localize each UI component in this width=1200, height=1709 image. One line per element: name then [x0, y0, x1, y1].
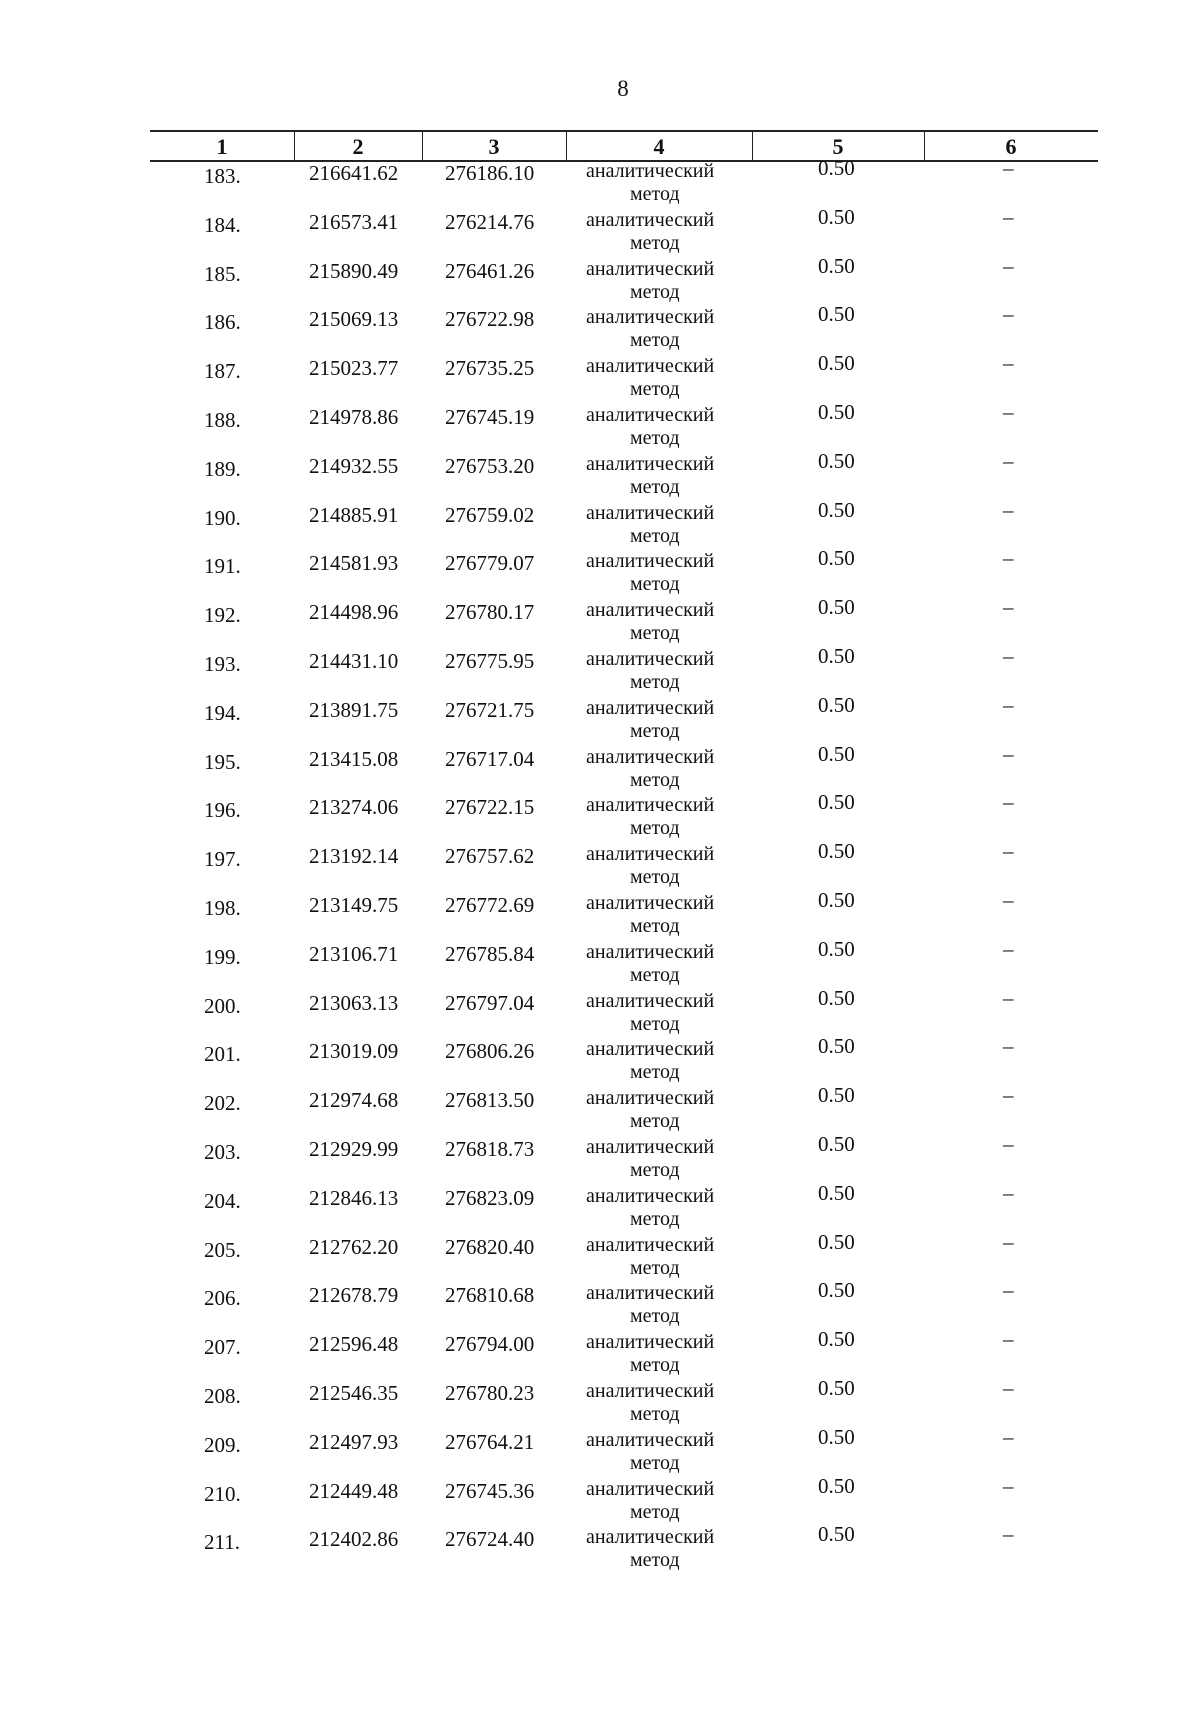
coordinate-x: 216573.41 — [309, 209, 399, 234]
accuracy-value: 0.50 — [818, 936, 855, 961]
method-text-continued: метод — [630, 1549, 680, 1572]
note-dash: – — [1003, 936, 1014, 961]
method-text-continued: метод — [630, 426, 680, 449]
method-text: аналитический — [586, 843, 715, 866]
method-text: аналитический — [586, 1331, 715, 1354]
coordinate-y: 276753.20 — [445, 453, 535, 478]
method-text-continued: метод — [630, 573, 680, 596]
table-row — [0, 1522, 1200, 1575]
note-dash: – — [1003, 1229, 1014, 1254]
coordinate-y: 276823.09 — [445, 1185, 535, 1210]
coordinate-x: 212846.13 — [309, 1185, 399, 1210]
table-row — [0, 156, 1200, 209]
note-dash: – — [1003, 1424, 1014, 1449]
note-dash: – — [1003, 1473, 1014, 1498]
method-text: аналитический — [586, 891, 715, 914]
method-text: аналитический — [586, 647, 715, 670]
accuracy-value: 0.50 — [818, 497, 855, 522]
note-dash: – — [1003, 1083, 1014, 1108]
header-col-3: 3 — [488, 134, 500, 159]
table-row — [0, 839, 1200, 892]
coordinate-y: 276461.26 — [445, 258, 535, 283]
coordinate-x: 213891.75 — [309, 697, 399, 722]
accuracy-value: 0.50 — [818, 448, 855, 473]
method-text-continued: метод — [630, 817, 680, 840]
coordinate-y: 276780.17 — [445, 600, 535, 625]
coordinate-x: 213063.13 — [309, 990, 399, 1015]
method-text-continued: метод — [630, 963, 680, 986]
method-text-continued: метод — [630, 280, 680, 303]
coordinate-y: 276818.73 — [445, 1136, 535, 1161]
note-dash: – — [1003, 399, 1014, 424]
method-text-continued: метод — [630, 524, 680, 547]
table-row — [0, 399, 1200, 453]
accuracy-value: 0.50 — [818, 1327, 855, 1352]
table-row — [0, 546, 1200, 599]
method-text-continued: метод — [630, 329, 680, 352]
coordinate-y: 276757.62 — [445, 844, 535, 869]
coordinate-y: 276780.23 — [445, 1380, 535, 1405]
table-row — [0, 1424, 1200, 1478]
accuracy-value: 0.50 — [818, 1083, 855, 1108]
coordinate-y: 276764.21 — [445, 1429, 535, 1454]
coordinate-y: 276745.36 — [445, 1478, 535, 1503]
note-dash: – — [1003, 741, 1014, 766]
note-dash: – — [1003, 448, 1014, 473]
coordinate-x: 214498.96 — [309, 600, 399, 625]
method-text: аналитический — [586, 1184, 715, 1207]
note-dash: – — [1003, 1180, 1014, 1205]
table-body — [0, 156, 1200, 1575]
note-dash: – — [1003, 887, 1014, 912]
row-number: 200. — [204, 993, 241, 1018]
accuracy-value: 0.50 — [818, 1034, 855, 1059]
table-row — [0, 1034, 1200, 1087]
row-number: 198. — [204, 895, 241, 920]
accuracy-value: 0.50 — [818, 1278, 855, 1303]
coordinate-x: 215890.49 — [309, 258, 399, 283]
accuracy-value: 0.50 — [818, 253, 855, 278]
coordinate-x: 212402.86 — [309, 1527, 399, 1552]
coordinate-x: 214885.91 — [309, 502, 399, 527]
method-text: аналитический — [586, 696, 715, 719]
coordinate-y: 276186.10 — [445, 161, 535, 185]
coordinate-x: 214581.93 — [309, 551, 399, 576]
row-number: 185. — [204, 261, 241, 286]
row-number: 191. — [204, 554, 241, 579]
method-text-continued: метод — [630, 475, 680, 498]
note-dash: – — [1003, 985, 1014, 1010]
coordinate-y: 276813.50 — [445, 1088, 535, 1113]
note-dash: – — [1003, 497, 1014, 522]
method-text-continued: метод — [630, 1305, 680, 1328]
header-col-6: 6 — [1005, 134, 1017, 159]
coordinate-x: 212546.35 — [309, 1380, 399, 1405]
accuracy-value: 0.50 — [818, 692, 855, 717]
header-col-1: 1 — [216, 134, 228, 159]
row-number: 194. — [204, 700, 241, 725]
coordinate-y: 276214.76 — [445, 209, 535, 234]
method-text: аналитический — [586, 160, 715, 182]
table-row — [0, 1375, 1200, 1429]
note-dash: – — [1003, 1375, 1014, 1400]
accuracy-value: 0.50 — [818, 1131, 855, 1156]
coordinate-x: 213019.09 — [309, 1039, 399, 1064]
note-dash: – — [1003, 1522, 1014, 1547]
row-number: 202. — [204, 1091, 241, 1116]
note-dash: – — [1003, 351, 1014, 376]
coordinate-y: 276745.19 — [445, 404, 535, 429]
method-text: аналитический — [586, 550, 715, 573]
row-number: 190. — [204, 505, 241, 530]
note-dash: – — [1003, 253, 1014, 278]
coordinate-x: 216641.62 — [309, 161, 399, 185]
coordinate-y: 276785.84 — [445, 941, 535, 966]
accuracy-value: 0.50 — [818, 1375, 855, 1400]
accuracy-value: 0.50 — [818, 1229, 855, 1254]
note-dash: – — [1003, 643, 1014, 668]
coordinate-y: 276722.15 — [445, 795, 535, 820]
method-text: аналитический — [586, 1526, 715, 1549]
page-number: 8 — [617, 76, 629, 101]
method-text: аналитический — [586, 1477, 715, 1500]
accuracy-value: 0.50 — [818, 1424, 855, 1449]
coordinate-y: 276797.04 — [445, 990, 535, 1015]
method-text: аналитический — [586, 794, 715, 817]
method-text-continued: метод — [630, 1402, 680, 1425]
accuracy-value: 0.50 — [818, 399, 855, 424]
method-text-continued: метод — [630, 1207, 680, 1230]
coordinate-x: 213274.06 — [309, 795, 399, 820]
coordinate-y: 276775.95 — [445, 648, 535, 673]
coordinate-x: 214978.86 — [309, 404, 399, 429]
method-text-continued: метод — [630, 231, 680, 254]
method-text: аналитический — [586, 501, 715, 524]
coordinate-x: 213149.75 — [309, 892, 399, 917]
accuracy-value: 0.50 — [818, 985, 855, 1010]
coordinate-y: 276717.04 — [445, 746, 535, 771]
table-row — [0, 643, 1200, 697]
method-text-continued: метод — [630, 1451, 680, 1474]
accuracy-value: 0.50 — [818, 1473, 855, 1498]
table-row — [0, 790, 1200, 843]
accuracy-value: 0.50 — [818, 643, 855, 668]
table-row — [0, 1131, 1200, 1185]
table-row — [0, 692, 1200, 746]
note-dash: – — [1003, 1131, 1014, 1156]
coordinate-y: 276724.40 — [445, 1527, 535, 1552]
row-number: 186. — [204, 310, 241, 335]
coordinate-x: 212762.20 — [309, 1234, 399, 1259]
coordinate-y: 276810.68 — [445, 1283, 535, 1308]
accuracy-value: 0.50 — [818, 351, 855, 376]
table-row — [0, 887, 1200, 941]
note-dash: – — [1003, 1327, 1014, 1352]
method-text: аналитический — [586, 306, 715, 329]
coordinate-x: 212678.79 — [309, 1283, 399, 1308]
row-number: 207. — [204, 1335, 241, 1360]
note-dash: – — [1003, 1278, 1014, 1303]
note-dash: – — [1003, 692, 1014, 717]
note-dash: – — [1003, 546, 1014, 571]
method-text: аналитический — [586, 1282, 715, 1305]
table-header — [150, 130, 1098, 162]
method-text: аналитический — [586, 1379, 715, 1402]
coordinate-y: 276759.02 — [445, 502, 535, 527]
method-text-continued: метод — [630, 914, 680, 937]
method-text: аналитический — [586, 745, 715, 768]
accuracy-value: 0.50 — [818, 741, 855, 766]
table-row — [0, 595, 1200, 648]
table-row — [0, 741, 1200, 795]
table-row — [0, 1180, 1200, 1234]
coordinate-y: 276820.40 — [445, 1234, 535, 1259]
table-row — [0, 1229, 1200, 1283]
method-text-continued: метод — [630, 1500, 680, 1523]
method-text: аналитический — [586, 257, 715, 280]
table-row — [0, 1278, 1200, 1331]
method-text-continued: метод — [630, 1158, 680, 1181]
row-number: 205. — [204, 1237, 241, 1262]
method-text: аналитический — [586, 208, 715, 231]
coordinate-x: 212974.68 — [309, 1088, 399, 1113]
table-row — [0, 936, 1200, 990]
method-text: аналитический — [586, 989, 715, 1012]
header-col-5: 5 — [832, 134, 844, 159]
accuracy-value: 0.50 — [818, 887, 855, 912]
method-text: аналитический — [586, 1233, 715, 1256]
method-text-continued: метод — [630, 719, 680, 742]
row-number: 204. — [204, 1188, 241, 1213]
coordinate-x: 214431.10 — [309, 648, 399, 673]
table-row — [0, 448, 1200, 502]
note-dash: – — [1003, 790, 1014, 815]
header-col-4: 4 — [653, 134, 665, 159]
accuracy-value: 0.50 — [818, 204, 855, 229]
method-text-continued: метод — [630, 1110, 680, 1133]
accuracy-value: 0.50 — [818, 302, 855, 327]
coordinate-x: 212929.99 — [309, 1136, 399, 1161]
table-row — [0, 253, 1200, 307]
method-text-continued: метод — [630, 378, 680, 401]
accuracy-value: 0.50 — [818, 839, 855, 864]
accuracy-value: 0.50 — [818, 546, 855, 571]
row-number: 211. — [204, 1530, 240, 1555]
row-number: 189. — [204, 456, 241, 481]
row-number: 203. — [204, 1139, 241, 1164]
accuracy-value: 0.50 — [818, 595, 855, 620]
row-number: 196. — [204, 798, 241, 823]
table-row — [0, 302, 1200, 355]
coordinate-x: 213106.71 — [309, 941, 399, 966]
coordinate-y: 276794.00 — [445, 1332, 535, 1357]
note-dash: – — [1003, 204, 1014, 229]
method-text: аналитический — [586, 599, 715, 622]
table-row — [0, 1327, 1200, 1380]
row-number: 201. — [204, 1042, 241, 1067]
row-number: 195. — [204, 749, 241, 774]
row-number: 206. — [204, 1286, 241, 1311]
method-text-continued: метод — [630, 670, 680, 693]
method-text-continued: метод — [630, 1354, 680, 1377]
coordinate-y: 276772.69 — [445, 892, 535, 917]
method-text: аналитический — [586, 1038, 715, 1061]
coordinate-x: 212497.93 — [309, 1429, 399, 1454]
row-number: 192. — [204, 603, 241, 628]
coordinate-y: 276721.75 — [445, 697, 535, 722]
table-row — [0, 1083, 1200, 1136]
note-dash: – — [1003, 156, 1014, 180]
row-number: 183. — [204, 164, 241, 188]
method-text: аналитический — [586, 1135, 715, 1158]
method-text-continued: метод — [630, 622, 680, 645]
method-text-continued: метод — [630, 866, 680, 889]
row-number: 188. — [204, 407, 241, 432]
row-number: 187. — [204, 359, 241, 384]
coordinate-y: 276735.25 — [445, 356, 535, 381]
method-text: аналитический — [586, 1087, 715, 1110]
table-row — [0, 1473, 1200, 1527]
accuracy-value: 0.50 — [818, 156, 855, 180]
method-text: аналитический — [586, 355, 715, 378]
method-text: аналитический — [586, 940, 715, 963]
method-text: аналитический — [586, 452, 715, 475]
table-row — [0, 204, 1200, 258]
coordinate-x: 212596.48 — [309, 1332, 399, 1357]
row-number: 184. — [204, 212, 241, 237]
accuracy-value: 0.50 — [818, 1522, 855, 1547]
method-text-continued: метод — [630, 1256, 680, 1279]
method-text-continued: метод — [630, 768, 680, 791]
table-row — [0, 985, 1200, 1039]
method-text-continued: метод — [630, 1012, 680, 1035]
method-text: аналитический — [586, 403, 715, 426]
coordinate-x: 215069.13 — [309, 307, 399, 332]
coordinate-y: 276722.98 — [445, 307, 535, 332]
row-number: 193. — [204, 651, 241, 676]
coordinate-x: 213192.14 — [309, 844, 399, 869]
note-dash: – — [1003, 1034, 1014, 1059]
coordinate-x: 214932.55 — [309, 453, 399, 478]
header-col-2: 2 — [352, 134, 364, 159]
note-dash: – — [1003, 302, 1014, 327]
note-dash: – — [1003, 839, 1014, 864]
note-dash: – — [1003, 595, 1014, 620]
coordinate-y: 276806.26 — [445, 1039, 535, 1064]
row-number: 197. — [204, 847, 241, 872]
row-number: 208. — [204, 1383, 241, 1408]
table-row — [0, 497, 1200, 551]
row-number: 210. — [204, 1481, 241, 1506]
accuracy-value: 0.50 — [818, 1180, 855, 1205]
row-number: 199. — [204, 944, 241, 969]
coordinate-x: 213415.08 — [309, 746, 399, 771]
coordinate-x: 215023.77 — [309, 356, 399, 381]
coordinate-y: 276779.07 — [445, 551, 535, 576]
method-text: аналитический — [586, 1428, 715, 1451]
row-number: 209. — [204, 1432, 241, 1457]
method-text-continued: метод — [630, 1061, 680, 1084]
table-row — [0, 351, 1200, 404]
coordinate-x: 212449.48 — [309, 1478, 399, 1503]
method-text-continued: метод — [630, 183, 680, 205]
accuracy-value: 0.50 — [818, 790, 855, 815]
